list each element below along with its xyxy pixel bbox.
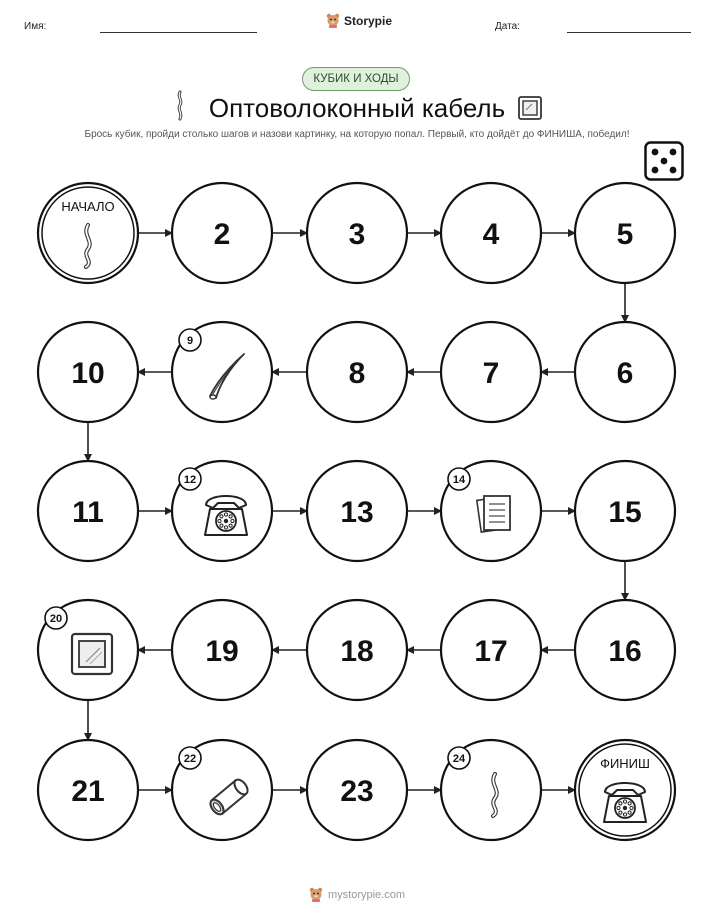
space-number: 24 [452, 753, 466, 765]
board-space [307, 600, 407, 700]
board-space [38, 322, 138, 422]
board-space [172, 740, 272, 840]
finish-space [575, 740, 675, 840]
space-number: 14 [452, 474, 466, 486]
board-space [575, 322, 675, 422]
instructions: Брось кубик, пройди столько шагов и назови картинку, на которую попал. Первый, кто дойдёт до ФИНИША, победил! [84, 129, 630, 140]
space-number: 3 [348, 218, 366, 251]
board-space [441, 600, 541, 700]
space-label: ФИНИШ [600, 756, 650, 771]
space-number: 5 [616, 218, 634, 251]
space-number: 4 [482, 218, 500, 251]
board-space [441, 322, 541, 422]
space-number: 19 [205, 635, 239, 668]
glass-panel-icon [72, 634, 112, 674]
space-number: 20 [49, 613, 63, 625]
footer [0, 887, 714, 902]
space-number: 6 [616, 357, 634, 390]
board-space [307, 322, 407, 422]
space-number: 16 [608, 635, 642, 668]
date-label: Дата: [495, 21, 520, 32]
space-number: 8 [348, 357, 366, 390]
space-number: 9 [186, 335, 194, 347]
space-number: 21 [71, 775, 105, 808]
board-space [172, 461, 272, 561]
board-space [38, 600, 138, 700]
board-space [172, 600, 272, 700]
space-number: 23 [340, 775, 374, 808]
board-space [38, 461, 138, 561]
board-space [307, 183, 407, 283]
rotary-phone-icon [604, 783, 646, 822]
board-space [307, 461, 407, 561]
board-space [307, 740, 407, 840]
board-space [575, 183, 675, 283]
board-space [172, 183, 272, 283]
bear-icon [309, 887, 323, 902]
rotary-phone-icon [205, 496, 247, 535]
name-label: Имя: [24, 21, 47, 32]
footer-url: mystorypie.com [327, 888, 406, 901]
space-number: 12 [183, 474, 197, 486]
space-label: НАЧАЛО [61, 199, 115, 214]
board-space [575, 461, 675, 561]
board-space [441, 461, 541, 561]
document-icon [477, 496, 510, 532]
space-number: 7 [482, 357, 500, 390]
game-type-badge: КУБИК И ХОДЫ [302, 67, 410, 91]
space-number: 10 [71, 357, 105, 390]
brand-name: Storypie [344, 13, 393, 28]
space-number: 2 [213, 218, 231, 251]
board-space [38, 740, 138, 840]
space-number: 22 [183, 753, 197, 765]
space-number: 18 [340, 635, 374, 668]
space-number: 17 [474, 635, 508, 668]
start-space [38, 183, 138, 283]
space-number: 15 [608, 496, 642, 529]
board-space [441, 740, 541, 840]
board-space [441, 183, 541, 283]
page-title: Оптоволоконный кабель [208, 93, 506, 123]
space-number: 11 [72, 496, 104, 529]
space-number: 13 [340, 496, 374, 529]
board-space [575, 600, 675, 700]
board-space [172, 322, 272, 422]
